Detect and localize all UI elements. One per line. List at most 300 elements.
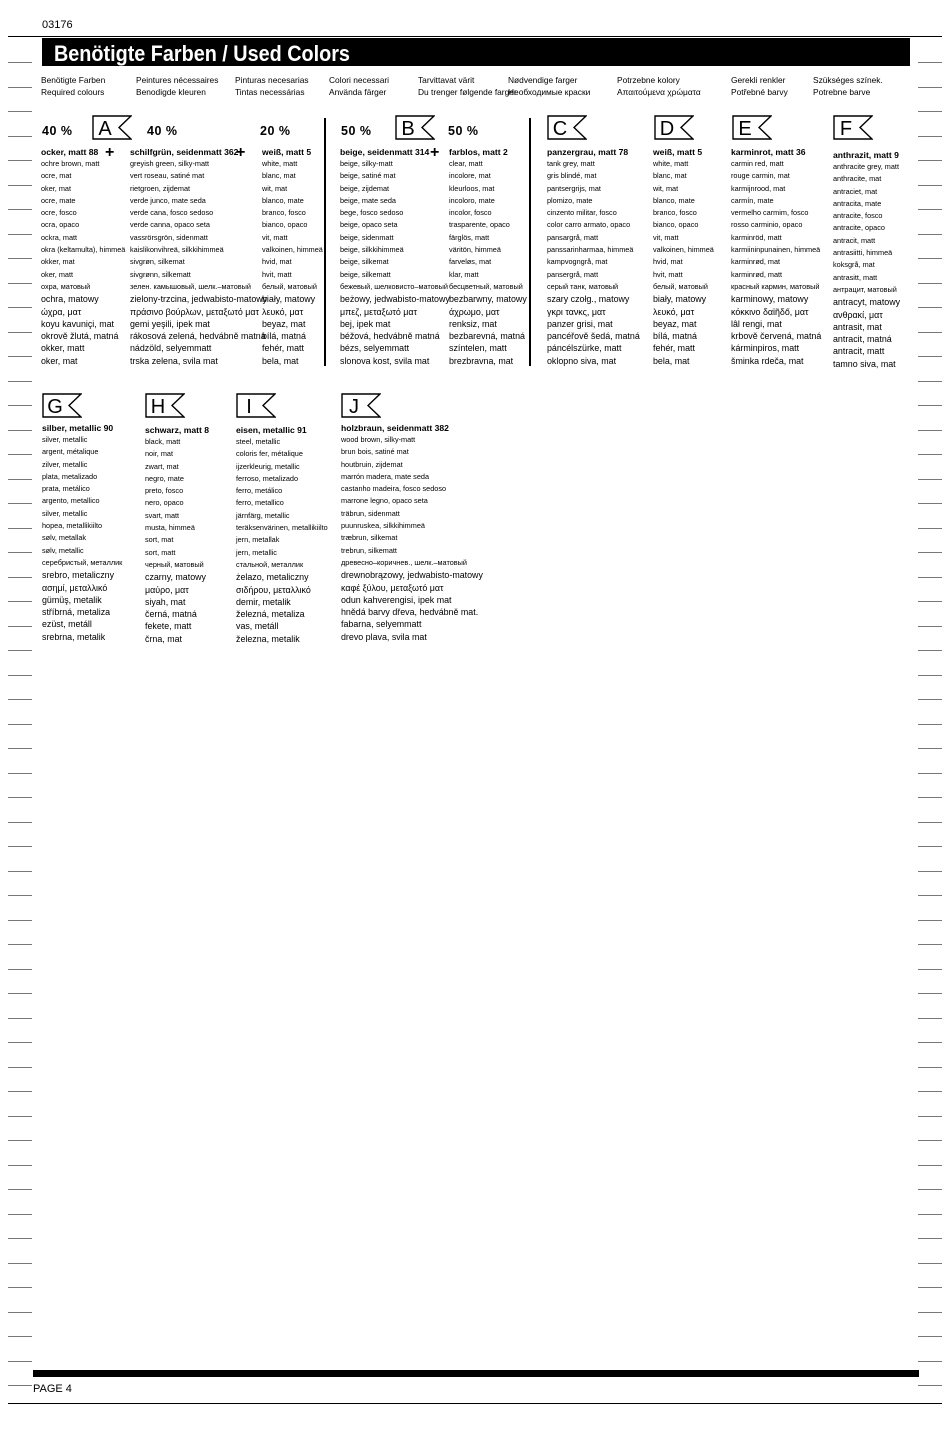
svg-text:A: A [98, 118, 112, 140]
color-translation: teräksenvärinen, metallikiilto [236, 523, 328, 533]
margin-tick [918, 846, 942, 847]
color-translation: kaislikonvihreä, silkkihimmeä [130, 245, 224, 255]
color-translation: musta, himmeä [145, 523, 195, 533]
margin-tick [918, 1385, 942, 1386]
color-translation: oker, mat [41, 183, 72, 193]
margin-tick [918, 62, 942, 63]
color-name: karminrot, matt 36 [731, 147, 806, 157]
color-translation: karmiininpunainen, himmeä [731, 245, 821, 255]
margin-tick [918, 454, 942, 455]
language-header: Nødvendige farger Необходимые краски [508, 75, 591, 97]
color-translation: kleurloos, mat [449, 183, 495, 193]
color-translation: verde cana, fosco sedoso [130, 208, 214, 218]
language-header: Pinturas necesarias Tintas necessárias [235, 75, 309, 97]
color-translation: verde junco, mate seda [130, 195, 206, 205]
color-flag-e [732, 115, 772, 140]
color-translation: branco, fosco [262, 208, 306, 218]
color-translation: oker, mat [41, 355, 78, 366]
color-translation: gemi yeşili, ipek mat [130, 318, 210, 329]
color-translation: antracit, matt [833, 346, 885, 357]
color-translation: bílá, matná [653, 331, 697, 342]
margin-tick [918, 332, 942, 333]
color-entry [41, 146, 125, 367]
margin-tick [918, 185, 942, 186]
color-translation: ανθρακί, ματ [833, 309, 883, 320]
mix-percent: 50 % [448, 124, 479, 138]
color-translation: vit, matt [653, 232, 679, 242]
color-translation: antrasitt, matt [833, 272, 878, 282]
color-translation: beige, silky-matt [340, 159, 393, 168]
color-translation: antracyt, matowy [833, 297, 901, 308]
color-translation: silver, metallic [42, 508, 88, 518]
color-translation: ochra, matowy [41, 294, 99, 305]
group-divider [324, 118, 326, 366]
color-translation: farveløs, mat [449, 257, 492, 267]
color-translation: bege, fosco sedoso [340, 208, 404, 218]
color-translation: biały, matowy [653, 294, 707, 305]
svg-text:G: G [47, 396, 63, 418]
margin-tick [8, 1189, 32, 1190]
color-translation: ezüst, metáll [42, 619, 92, 630]
color-translation: lâl rengi, mat [731, 318, 782, 329]
color-translation: πράσινο βούρλων, μεταξωτό ματ [130, 306, 259, 317]
language-header: Potrzebne kolory Απαιτούμενα χρώματα [617, 75, 701, 97]
color-translation: rouge carmin, mat [731, 171, 790, 181]
color-translation: ocra, opaco [41, 220, 80, 230]
color-translation: vit, matt [262, 232, 288, 242]
color-translation: szary czołg., matowy [547, 294, 630, 305]
color-translation: άχρωμο, ματ [449, 306, 500, 317]
color-flag-j [341, 393, 381, 418]
color-translation: ferro, metálico [236, 486, 283, 496]
margin-tick [8, 258, 32, 259]
color-translation: jern, metallak [236, 535, 280, 545]
color-translation: beige, mate seda [340, 195, 396, 205]
margin-tick [918, 626, 942, 627]
color-translation: väritön, himmeä [449, 245, 501, 255]
margin-tick [8, 601, 32, 602]
color-translation: beige, sidenmatt [340, 232, 394, 242]
margin-tick [8, 479, 32, 480]
margin-tick [918, 773, 942, 774]
color-translation: zwart, mat [145, 461, 179, 471]
color-translation: okra (keltamulta), himmeä [41, 245, 126, 255]
color-translation: trasparente, opaco [449, 220, 510, 230]
color-translation: λευκό, ματ [262, 306, 304, 317]
margin-tick [8, 1140, 32, 1141]
color-translation: hnědá barvy dřeva, hedvábně mat. [341, 607, 479, 618]
color-translation: fehér, matt [262, 343, 304, 354]
margin-tick [918, 577, 942, 578]
margin-tick [8, 1116, 32, 1117]
color-flag-i [236, 393, 276, 418]
color-translation: bianco, opaco [262, 220, 308, 230]
margin-tick [918, 601, 942, 602]
color-translation: vassrörsgrön, sidenmatt [130, 232, 208, 242]
color-translation: blanc, mat [653, 171, 687, 181]
color-translation: nádzöld, selyemmatt [130, 343, 212, 354]
color-translation: cinzento militar, fosco [547, 208, 617, 218]
color-translation: czarny, matowy [145, 572, 206, 583]
color-translation: sølv, metallak [42, 533, 87, 543]
margin-tick [8, 185, 32, 186]
color-translation: żelazo, metaliczny [236, 572, 309, 583]
top-rule [8, 36, 942, 37]
color-translation: svart, matt [145, 510, 180, 520]
margin-tick [8, 993, 32, 994]
margin-tick [918, 234, 942, 235]
color-translation: λευκό, ματ [653, 306, 695, 317]
margin-tick [918, 871, 942, 872]
color-translation: oklopno siva, mat [547, 355, 617, 366]
color-translation: color carro armato, opaco [547, 220, 631, 230]
color-entry [731, 146, 821, 367]
color-translation: steel, metallic [236, 437, 281, 446]
margin-tick [918, 797, 942, 798]
color-translation: bela, mat [262, 355, 299, 366]
color-translation: marrón madera, mate seda [341, 471, 430, 481]
margin-tick [8, 209, 32, 210]
mix-percent: 40 % [42, 124, 73, 138]
color-translation: karminowy, matowy [731, 294, 809, 305]
color-entry [547, 146, 640, 367]
color-translation: preto, fosco [145, 486, 184, 496]
color-translation: bianco, opaco [653, 220, 699, 230]
color-translation: beige, silkematt [340, 269, 391, 279]
language-header: Peintures nécessaires Benodigde kleuren [136, 75, 219, 97]
svg-text:D: D [659, 118, 675, 140]
color-name: anthrazit, matt 9 [833, 150, 899, 160]
color-translation: træbrun, silkemat [341, 533, 398, 543]
color-translation: coloris fer, métalique [236, 449, 303, 459]
color-translation: antrasit, mat [833, 321, 882, 332]
color-translation: rietgroen, zijdemat [130, 183, 191, 193]
margin-tick [918, 87, 942, 88]
margin-tick [918, 381, 942, 382]
color-translation: hopea, metallikiilto [42, 521, 103, 531]
color-translation: beige, opaco seta [340, 220, 398, 230]
margin-tick [8, 675, 32, 676]
margin-tick [8, 1091, 32, 1092]
color-translation: μπεζ, μεταξωτό ματ [340, 306, 418, 317]
page-number: PAGE 4 [33, 1383, 72, 1395]
margin-tick [8, 160, 32, 161]
color-translation: καφέ ξύλου, μεταξωτό ματ [341, 582, 444, 593]
color-translation: pancéřově šedá, matná [547, 331, 640, 342]
margin-tick [8, 136, 32, 137]
color-translation: pansargrå, matt [547, 232, 599, 242]
color-translation: koyu kavuniçi, mat [41, 318, 115, 329]
color-translation: zielony-trzcina, jedwabisto-matowy [130, 294, 268, 305]
margin-tick [8, 1214, 32, 1215]
margin-tick [8, 87, 32, 88]
color-translation: ochre brown, matt [41, 159, 100, 168]
svg-text:J: J [349, 396, 359, 418]
margin-tick [8, 1287, 32, 1288]
color-translation: drevo plava, svila mat [341, 631, 427, 642]
margin-tick [8, 503, 32, 504]
color-translation: karminröd, matt [731, 232, 782, 242]
color-translation: blanco, mate [653, 195, 695, 205]
color-translation: красный кармин, матовый [731, 281, 820, 291]
margin-tick [918, 724, 942, 725]
margin-tick [8, 1263, 32, 1264]
color-translation: ferroso, metalizado [236, 473, 299, 483]
color-translation: béžová, hedvábně matná [340, 331, 440, 342]
color-translation: hvit, matt [653, 269, 683, 279]
color-translation: carmin red, matt [731, 159, 784, 168]
svg-text:C: C [552, 118, 568, 140]
color-translation: šminka rdeča, mat [731, 355, 804, 366]
color-translation: fehér, matt [653, 343, 695, 354]
color-translation: panzer grisi, mat [547, 318, 613, 329]
color-translation: sølv, metallic [42, 545, 84, 555]
color-translation: oker, matt [41, 269, 74, 279]
margin-tick [8, 650, 32, 651]
margin-tick [918, 1018, 942, 1019]
color-translation: okker, mat [41, 257, 75, 267]
margin-tick [8, 895, 32, 896]
color-translation: karminrød, matt [731, 269, 783, 279]
margin-tick [918, 552, 942, 553]
color-translation: trska zelena, svila mat [130, 355, 218, 366]
language-header: Gerekli renkler Potřebné barvy [731, 75, 788, 97]
color-translation: puunruskea, silkkihimmeä [341, 521, 425, 531]
color-flag-b [395, 115, 435, 140]
color-translation: ocre, mat [41, 171, 72, 181]
margin-tick [918, 895, 942, 896]
margin-tick [918, 748, 942, 749]
color-translation: antraciet, mat [833, 186, 878, 196]
color-translation: silver, metallic [42, 435, 88, 444]
color-translation: bej, ipek mat [340, 318, 391, 329]
color-translation: black, matt [145, 437, 181, 446]
margin-tick [918, 405, 942, 406]
margin-tick [918, 650, 942, 651]
color-translation: ijzerkleurig, metallic [236, 461, 300, 471]
color-translation: zilver, metallic [42, 459, 88, 469]
color-translation: sort, mat [145, 535, 174, 545]
color-translation: incolor, fosco [449, 208, 492, 218]
color-translation: plata, metalizado [42, 471, 98, 481]
color-translation: fekete, matt [145, 621, 192, 632]
color-translation: rákosová zelená, hedvábně matná [130, 331, 266, 342]
color-translation: σιδήρου, μεταλλικό [236, 584, 311, 595]
margin-tick [8, 920, 32, 921]
color-name: eisen, metallic 91 [236, 425, 307, 435]
color-translation: стальной, металлик [236, 559, 304, 569]
color-translation: brun bois, satiné mat [341, 447, 409, 457]
mix-percent: 50 % [341, 124, 372, 138]
margin-tick [918, 1263, 942, 1264]
color-translation: drewnobrązowy, jedwabisto-matowy [341, 570, 483, 581]
color-flag-h [145, 393, 185, 418]
margin-tick [8, 234, 32, 235]
margin-tick [918, 993, 942, 994]
margin-tick [8, 283, 32, 284]
color-name: silber, metallic 90 [42, 423, 114, 433]
color-translation: antracit, matt [833, 235, 876, 245]
margin-tick [918, 1287, 942, 1288]
margin-tick [8, 1042, 32, 1043]
color-translation: gümüş, metalik [42, 594, 102, 605]
color-translation: ferro, metallico [236, 498, 284, 508]
color-entry [449, 146, 527, 367]
color-entry [130, 146, 267, 367]
color-translation: argent, métalique [42, 447, 99, 457]
margin-tick [8, 944, 32, 945]
margin-tick [918, 1140, 942, 1141]
margin-tick [8, 1361, 32, 1362]
margin-tick [8, 1312, 32, 1313]
color-translation: színtelen, matt [449, 343, 507, 354]
color-translation: tamno siva, mat [833, 358, 896, 369]
margin-tick [8, 111, 32, 112]
color-translation: wood brown, silky-matt [341, 435, 416, 444]
margin-tick [8, 1067, 32, 1068]
color-translation: beyaz, mat [653, 318, 697, 329]
color-entry [833, 149, 900, 370]
color-translation: antracite, fosco [833, 211, 883, 221]
color-flag-g [42, 393, 82, 418]
margin-tick [918, 258, 942, 259]
color-flag-c [547, 115, 587, 140]
margin-tick [8, 1238, 32, 1239]
margin-tick [8, 1165, 32, 1166]
language-header: Szükséges színek. Potrebne barve [813, 75, 883, 97]
color-translation: clear, matt [449, 159, 483, 168]
color-translation: серый танк, матовый [547, 281, 619, 291]
svg-text:F: F [839, 118, 853, 140]
margin-tick [8, 724, 32, 725]
color-translation: argento, metallico [42, 496, 100, 506]
color-translation: verde canna, opaco seta [130, 220, 210, 230]
color-translation: karmijnrood, mat [731, 183, 786, 193]
color-translation: γκρι τανκς, ματ [547, 306, 606, 317]
margin-tick [8, 577, 32, 578]
color-translation: ασημί, μεταλλικό [42, 582, 108, 593]
color-translation: črna, mat [145, 633, 182, 644]
margin-tick [918, 209, 942, 210]
color-translation: branco, fosco [653, 208, 697, 218]
margin-tick [918, 430, 942, 431]
color-flag-a [92, 115, 132, 140]
margin-tick [918, 1214, 942, 1215]
margin-tick [8, 381, 32, 382]
color-translation: páncélszürke, matt [547, 343, 622, 354]
color-translation: okker, matt [41, 343, 85, 354]
color-translation: ockra, matt [41, 232, 78, 242]
color-translation: antracite, opaco [833, 223, 885, 233]
color-translation: охра, матовый [41, 281, 91, 291]
group-divider [529, 118, 531, 366]
color-translation: castanho madeira, fosco sedoso [341, 484, 447, 494]
bottom-rule [8, 1403, 942, 1404]
color-translation: бесцветный, матовый [449, 281, 523, 291]
color-translation: bela, mat [653, 355, 690, 366]
margin-tick [918, 1361, 942, 1362]
margin-tick [918, 136, 942, 137]
margin-tick [918, 1238, 942, 1239]
color-translation: зелен. камышовый, шелк.–матовый [130, 281, 251, 291]
page-title: Benötigte Farben / Used Colors [54, 41, 350, 66]
margin-tick [8, 62, 32, 63]
margin-tick [918, 822, 942, 823]
margin-tick [8, 797, 32, 798]
color-translation: anthracite, mat [833, 174, 882, 184]
color-translation: white, matt [653, 159, 689, 168]
color-name: farblos, matt 2 [449, 147, 508, 157]
color-translation: rosso carminio, opaco [731, 220, 803, 230]
margin-tick [8, 773, 32, 774]
margin-tick [918, 160, 942, 161]
color-translation: anthracite grey, matt [833, 162, 899, 171]
color-translation: beige, silkkihimmeä [340, 245, 404, 255]
margin-tick [8, 1336, 32, 1337]
color-translation: siyah, mat [145, 596, 186, 607]
plus-sign: + [105, 144, 115, 161]
color-name: weiß, matt 5 [262, 147, 312, 157]
margin-tick [8, 430, 32, 431]
color-translation: vermelho carmim, fosco [731, 208, 809, 218]
margin-tick [918, 699, 942, 700]
color-entry [236, 424, 328, 645]
margin-tick [918, 1091, 942, 1092]
plus-sign: + [236, 144, 246, 161]
color-name: schwarz, matt 8 [145, 425, 209, 435]
color-translation: färglös, matt [449, 232, 490, 242]
color-translation: antracit, matná [833, 334, 892, 345]
svg-text:H: H [150, 396, 166, 418]
margin-tick [8, 528, 32, 529]
color-translation: sivgrønn, silkematt [130, 269, 191, 279]
color-translation: blanc, mat [262, 171, 296, 181]
margin-tick [8, 1018, 32, 1019]
color-name: schilfgrün, seidenmatt 362 [130, 147, 239, 157]
margin-tick [8, 1385, 32, 1386]
language-header: Benötigte Farben Required colours [41, 75, 106, 97]
mix-percent: 20 % [260, 124, 291, 138]
margin-tick [8, 552, 32, 553]
color-translation: серебристый, металлик [42, 557, 123, 567]
color-translation: bezbarwny, matowy [449, 294, 527, 305]
color-name: beige, seidenmatt 314 [340, 147, 430, 157]
svg-text:E: E [738, 118, 752, 140]
color-translation: negro, mate [145, 473, 184, 483]
color-translation: klar, matt [449, 269, 479, 279]
margin-tick [8, 699, 32, 700]
color-translation: gris blindé, mat [547, 171, 597, 181]
color-translation: ocre, mate [41, 195, 76, 205]
color-translation: brezbravna, mat [449, 355, 514, 366]
margin-tick [918, 1042, 942, 1043]
margin-tick [918, 969, 942, 970]
margin-tick [8, 307, 32, 308]
color-translation: prata, metálico [42, 484, 90, 494]
color-translation: vert roseau, satiné mat [130, 171, 205, 181]
color-translation: tank grey, matt [547, 159, 595, 168]
color-translation: bezbarevná, matná [449, 331, 525, 342]
color-translation: черный, матовый [145, 559, 204, 569]
color-entry [341, 422, 483, 643]
color-translation: beige, silkemat [340, 257, 389, 267]
color-translation: černá, matná [145, 609, 197, 620]
color-translation: panssarinharmaa, himmeä [547, 245, 634, 255]
color-translation: valkoinen, himmeä [262, 245, 323, 255]
margin-tick [918, 1336, 942, 1337]
margin-tick [8, 626, 32, 627]
color-translation: koksgrå, mat [833, 260, 875, 270]
